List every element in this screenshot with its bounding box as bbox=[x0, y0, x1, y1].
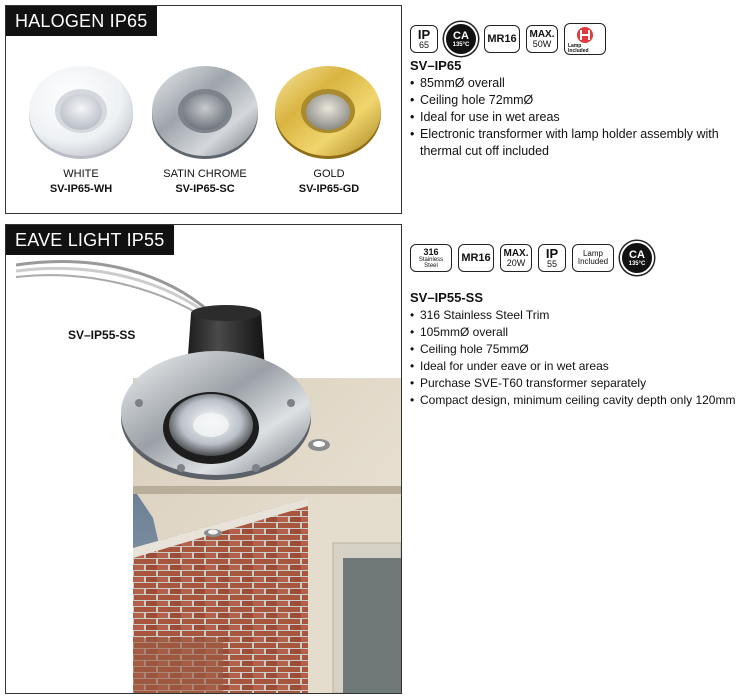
eave-model: SV–IP55-SS bbox=[410, 290, 483, 305]
eave-features bbox=[410, 307, 748, 409]
316-stainless-steel-badge: 316 Stainless Steel bbox=[410, 244, 452, 272]
eave-badges bbox=[410, 241, 654, 275]
ca-135-badge: CA 135°C bbox=[444, 22, 478, 56]
feature-item: • Ideal for use in wet areas bbox=[410, 109, 730, 126]
halogen-model: SV–IP65 bbox=[410, 58, 462, 73]
eave-panel bbox=[5, 224, 402, 694]
white-finish-label: WHITE bbox=[63, 168, 99, 180]
ca-135-badge: CA 135°C bbox=[620, 241, 654, 275]
feature-item: • Ideal for under eave or in wet areas bbox=[410, 358, 748, 375]
ip55-badge: IP 55 bbox=[538, 244, 566, 272]
white-code-label: SV-IP65-WH bbox=[49, 183, 113, 195]
gold-caption bbox=[269, 167, 389, 197]
white-caption bbox=[21, 167, 141, 197]
satin-chrome-downlight-image bbox=[149, 61, 261, 161]
lamp-included-icon bbox=[574, 26, 596, 44]
gold-downlight-image bbox=[272, 61, 384, 161]
satin-chrome-code-label: SV-IP65-SC bbox=[175, 183, 235, 195]
feature-item: • Ceiling hole 72mmØ bbox=[410, 92, 730, 109]
feature-item: • 105mmØ overall bbox=[410, 324, 748, 341]
halogen-panel bbox=[5, 5, 402, 214]
feature-item: • Ceiling hole 75mmØ bbox=[410, 341, 748, 358]
mr16-badge: MR16 bbox=[484, 25, 520, 53]
lamp-included-badge: Lamp Included bbox=[572, 244, 614, 272]
feature-item: • Compact design, minimum ceiling cavity depth only 120mm bbox=[410, 392, 748, 409]
halogen-badges bbox=[410, 22, 606, 56]
feature-item: • 85mmØ overall bbox=[410, 75, 730, 92]
max-50w-badge: MAX. 50W bbox=[526, 25, 558, 53]
feature-item: • 316 Stainless Steel Trim bbox=[410, 307, 748, 324]
eave-image-label: SV–IP55-SS bbox=[68, 328, 136, 342]
eave-title: EAVE LIGHT IP55 bbox=[6, 225, 174, 255]
mr16-badge: MR16 bbox=[458, 244, 494, 272]
halogen-features bbox=[410, 75, 730, 160]
feature-item: • Electronic transformer with lamp holder assembly with thermal cut off included bbox=[410, 126, 730, 160]
eave-light-product-image bbox=[16, 253, 326, 493]
white-downlight-image bbox=[26, 61, 136, 161]
satin-chrome-finish-label: SATIN CHROME bbox=[163, 168, 247, 180]
satin-chrome-caption bbox=[145, 167, 265, 197]
ip65-badge: IP 65 bbox=[410, 25, 438, 53]
feature-item: • Purchase SVE-T60 transformer separately bbox=[410, 375, 748, 392]
gold-code-label: SV-IP65-GD bbox=[298, 183, 360, 195]
lamp-included-badge: Lamp Included bbox=[564, 23, 606, 55]
gold-finish-label: GOLD bbox=[313, 168, 345, 180]
max-20w-badge: MAX. 20W bbox=[500, 244, 532, 272]
halogen-title: HALOGEN IP65 bbox=[6, 6, 157, 36]
